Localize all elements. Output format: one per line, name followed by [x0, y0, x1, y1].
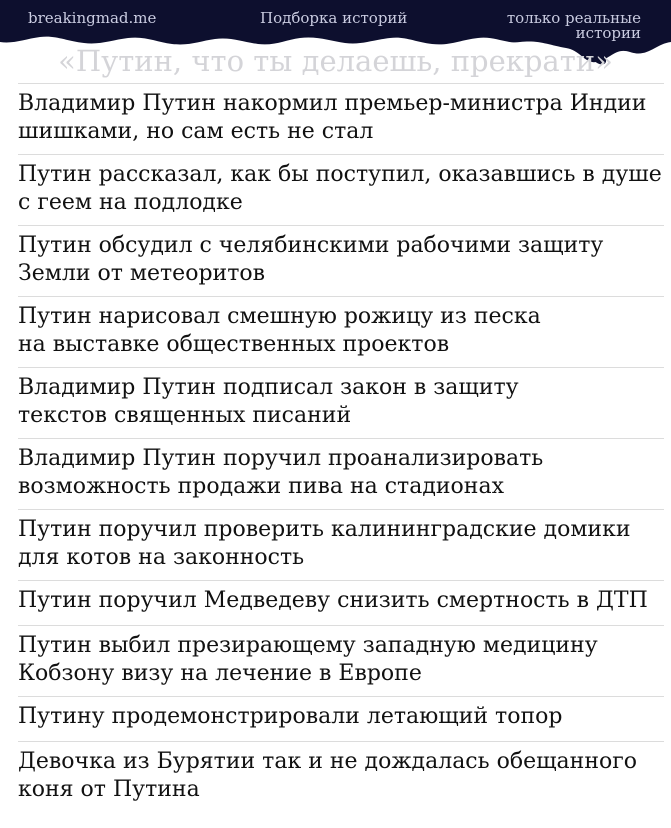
story-link-line: Путин рассказал, как бы поступил, оказавшись в душе: [18, 162, 662, 187]
page-title: «Путин, что ты делаешь, прекрати»: [58, 44, 613, 78]
story-link-line: Владимир Путин подписал закон в защиту: [18, 375, 519, 400]
story-link-line: Девочка из Бурятии так и не дождалась обещанного: [18, 749, 638, 774]
story-link-line: Путин обсудил с челябинскими рабочими защиту: [18, 233, 604, 258]
story-collection-link[interactable]: Подборка историй: [260, 9, 408, 27]
story-link-line: для котов на законность: [18, 545, 305, 570]
story-link-line: Владимир Путин поручил проанализировать: [18, 446, 544, 471]
story-link-line: на выставке общественных проектов: [18, 332, 450, 357]
story-link[interactable]: [18, 83, 664, 154]
story-link-line: Кобзону визу на лечение в Европе: [18, 661, 422, 686]
story-list: [0, 83, 671, 812]
story-link-line: Земли от метеоритов: [18, 261, 265, 286]
story-link[interactable]: [18, 696, 664, 741]
story-link-line: возможность продажи пива на стадионах: [18, 474, 504, 499]
story-link-line: Путин выбил презирающему западную медицину: [18, 633, 598, 658]
story-link[interactable]: [18, 154, 664, 225]
story-link[interactable]: [18, 580, 664, 625]
story-link[interactable]: [18, 296, 664, 367]
story-link[interactable]: [18, 509, 664, 580]
story-link-line: шишками, но сам есть не стал: [18, 119, 374, 144]
story-link[interactable]: [18, 225, 664, 296]
story-link-line: Путин нарисовал смешную рожицу из песка: [18, 304, 541, 329]
story-link[interactable]: [18, 438, 664, 509]
story-link[interactable]: [18, 741, 664, 812]
story-link-line: Путин поручил проверить калининградские домики: [18, 517, 631, 542]
site-home-link[interactable]: breakingmad.me: [28, 9, 157, 27]
story-link-line: текстов священных писаний: [18, 403, 352, 428]
story-link-line: Путину продемонстрировали летающий топор: [18, 704, 563, 729]
story-link-line: Путин поручил Медведеву снизить смертность в ДТП: [18, 588, 648, 613]
story-link[interactable]: [18, 367, 664, 438]
story-link[interactable]: [18, 625, 664, 696]
story-link-line: Владимир Путин накормил премьер-министра Индии: [18, 91, 647, 116]
story-link-line: коня от Путина: [18, 777, 200, 802]
tagline-link[interactable]: только реальные истории: [506, 9, 641, 42]
story-link-line: с геем на подлодке: [18, 190, 243, 215]
